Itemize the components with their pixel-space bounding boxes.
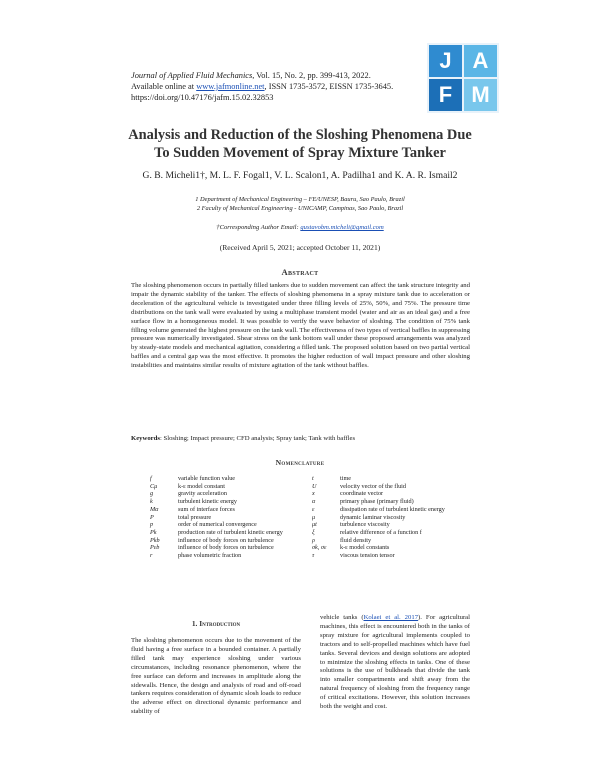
nomenclature-symbol: ρ xyxy=(312,536,315,544)
jafm-logo xyxy=(427,43,499,113)
logo-letter-a: A xyxy=(472,48,489,73)
nomenclature-definition: dynamic laminar viscosity xyxy=(340,513,406,521)
paper-title-line-1: Analysis and Reduction of the Sloshing Phenomena Due xyxy=(128,127,472,143)
nomenclature-symbol: ξ xyxy=(312,528,315,536)
nomenclature-entry xyxy=(312,490,492,498)
affiliation-2: 2 Faculty of Mechanical Engineering - UNICAMP, Campinas, Sao Paulo, Brazil xyxy=(196,205,404,212)
journal-name: Journal of Applied Fluid Mechanics xyxy=(131,71,253,80)
nomenclature-entry xyxy=(312,483,492,491)
nomenclature-heading: Nomenclature xyxy=(275,458,325,467)
nomenclature-symbol: Mα xyxy=(150,505,159,513)
introduction-heading: 1. Introduction xyxy=(191,619,241,628)
nomenclature-left-column xyxy=(150,475,300,560)
introduction-left-column: The sloshing phenomenon occurs due to the movement of the fluid having a free surface in a bounded container. A partially filled tank may experience sloshing under various circumstances, including resonance phenomenon, where the free surface can deform and increases in amplitude along the sidewalls. Hence, the design and analysis of road and off-road tankers requires consideration of dynamic slosh loads to reduce the adverse effect on directional dynamic performance and stability of xyxy=(131,637,301,716)
nomenclature-entry xyxy=(312,506,492,514)
nomenclature-entry xyxy=(150,521,300,529)
nomenclature-definition: relative difference of a function f xyxy=(340,528,422,536)
affiliations xyxy=(60,195,540,213)
nomenclature-definition: coordinate vector xyxy=(340,490,384,498)
nomenclature-definition: production rate of turbulent kinetic energy xyxy=(178,528,283,536)
nomenclature-symbol: U xyxy=(312,482,317,490)
nomenclature-symbol: P xyxy=(150,513,154,521)
nomenclature-definition: k-ε model constants xyxy=(340,544,390,552)
nomenclature-symbol: μ xyxy=(312,513,316,521)
nomenclature-symbol: g xyxy=(150,490,154,498)
nomenclature-entry xyxy=(150,498,300,506)
nomenclature-entry xyxy=(312,529,492,537)
logo-letter-f: F xyxy=(438,82,453,107)
nomenclature-symbol: x xyxy=(312,490,315,498)
nomenclature-entry xyxy=(150,490,300,498)
affiliation-1: 1 Department of Mechanical Engineering – FE/UNESP, Bauru, Sao Paulo, Brazil xyxy=(195,196,405,203)
author-list: G. B. Micheli1†, M. L. F. Fogal1, V. L. Scalon1, A. Padilha1 and K. A. R. Ismail2 xyxy=(142,170,458,181)
received-dates: (Received April 5, 2021; accepted October 11, 2021) xyxy=(219,243,381,252)
nomenclature-definition: fluid density xyxy=(340,536,372,544)
nomenclature-symbol: Pkb xyxy=(150,536,160,544)
nomenclature-entry xyxy=(312,475,492,483)
available-label: Available online at xyxy=(131,82,197,91)
nomenclature-entry xyxy=(312,537,492,545)
abstract-text: The sloshing phenomenon occurs in partially filled tankers due to sudden movement can affect the tank structure integrity and impair the dynamic stability of the tanker. The effects of sloshing phenomena in a spray mixture tank due to acceleration or deceleration of the agricultural vehicle is investigated under three filling levels of 25%, 50%, and 75%. The pressure time distributions on the tank wall were evaluated by using a multiphase transient model (water and air as an ideal gas) and a free surface flow in a homogeneous model. It was possible to verify the wave behavior of sloshing. The condition of 75% tank filling volume generated the highest pressure on the tank wall. The effectiveness of two types of vertical baffles in suppressing pressure was numerically investigated. Shear stress on the tank bottom wall under these proposed arrangements was analyzed by steady-state models and mechanical agitation, considering a filled tank. The proposed solution based on two partial vertical baffles and a central gap was the most effective. It promotes the higher reduction of wall impact pressure and other sloshing instabilities and maintains similar results of mixture agitation of the tank without baffles. xyxy=(131,282,470,370)
nomenclature-definition: variable function value xyxy=(178,475,236,482)
corresponding-email-link[interactable]: gustavobm.micheli@gmail.com xyxy=(300,224,384,231)
nomenclature-entry xyxy=(150,475,300,483)
nomenclature-entry xyxy=(150,483,300,491)
nomenclature-symbol: p xyxy=(150,521,154,529)
nomenclature-entry xyxy=(150,506,300,514)
nomenclature-entry xyxy=(312,552,492,560)
paper-title-line-2: To Sudden Movement of Spray Mixture Tanker xyxy=(154,145,446,161)
introduction-right-column xyxy=(320,614,470,712)
nomenclature-symbol: f xyxy=(150,475,152,482)
nomenclature-entry xyxy=(150,552,300,560)
abstract-heading: Abstract xyxy=(281,267,319,277)
nomenclature-symbol: t xyxy=(312,475,314,482)
intro-right-text: ). For agricultural machines, this effect is encountered both in the tanks of spray mixture for agricultural implements coupled to tractors and to self-propelled machines which have fuel tanks. Several devices and design solutions are adopted to minimize the sloshing effects in tanks. One of these solutions is the use of bulkheads that divide the tank into smaller compartments and shift away from the natural frequency of sloshing from the frequency range of critical excitations. However, this solution increases both the weight and cost. xyxy=(320,614,470,711)
nomenclature-entry xyxy=(312,521,492,529)
nomenclature-entry xyxy=(150,537,300,545)
nomenclature-definition: order of numerical convergence xyxy=(178,521,257,529)
journal-volume: , Vol. 15, No. 2, pp. 399-413, 2022. xyxy=(252,71,371,80)
keywords-text: : Sloshing; Impact pressure; CFD analysis; Spray tank; Tank with baffles xyxy=(159,435,356,442)
paper-title xyxy=(60,126,540,162)
keywords xyxy=(131,435,470,442)
nomenclature-definition: turbulent kinetic energy xyxy=(178,498,237,506)
citation-link-kolaei[interactable]: Kolaei et al. 2017 xyxy=(363,614,419,621)
nomenclature-definition: phase volumetric fraction xyxy=(178,552,242,560)
journal-issn: , ISSN 1735-3572, EISSN 1735-3645. xyxy=(264,82,394,91)
journal-doi: https://doi.org/10.47176/jafm.15.02.32853 xyxy=(131,93,274,102)
nomenclature-symbol: τ xyxy=(312,552,315,560)
nomenclature-entry xyxy=(312,514,492,522)
nomenclature-symbol: Cμ xyxy=(150,482,158,490)
nomenclature-symbol: α xyxy=(312,498,316,506)
nomenclature-symbol: Pεb xyxy=(150,544,160,552)
logo-letter-m: M xyxy=(471,82,490,107)
nomenclature-definition: time xyxy=(340,475,351,482)
nomenclature-definition: turbulence viscosity xyxy=(340,521,390,529)
nomenclature-entry xyxy=(150,529,300,537)
nomenclature-symbol: μt xyxy=(312,521,317,529)
nomenclature-definition: total pressure xyxy=(178,513,212,521)
nomenclature-symbol: k xyxy=(150,498,153,506)
nomenclature-definition: influence of body forces on turbulence xyxy=(178,536,274,544)
nomenclature-definition: sum of interface forces xyxy=(178,505,235,513)
keywords-label: Keywords xyxy=(131,435,160,442)
nomenclature-definition: k-ε model constant xyxy=(178,482,225,490)
nomenclature-entry xyxy=(312,498,492,506)
nomenclature-definition: gravity acceleration xyxy=(178,490,227,498)
nomenclature-entry xyxy=(312,544,492,552)
nomenclature-entry xyxy=(150,514,300,522)
nomenclature-symbol: ε xyxy=(312,505,315,513)
nomenclature-definition: primary phase (primary fluid) xyxy=(340,498,414,506)
nomenclature-right-column xyxy=(312,475,492,560)
nomenclature-definition: dissipation rate of turbulent kinetic energy xyxy=(340,505,445,513)
journal-website-link[interactable]: www.jafmonline.net xyxy=(196,82,265,91)
corresponding-label: †Corresponding Author Email: xyxy=(216,224,301,231)
nomenclature-symbol: σk, σε xyxy=(312,544,327,552)
corresponding-author xyxy=(60,224,540,231)
nomenclature-symbol: Pk xyxy=(150,528,157,536)
nomenclature-symbol: r xyxy=(150,552,153,560)
nomenclature-entry xyxy=(150,544,300,552)
intro-right-prefix: vehicle tanks ( xyxy=(320,614,364,621)
logo-letter-j: J xyxy=(439,48,452,73)
journal-availability xyxy=(131,81,431,92)
journal-header xyxy=(131,70,431,103)
nomenclature-definition: influence of body forces on turbulence xyxy=(178,544,274,552)
nomenclature-definition: velocity vector of the fluid xyxy=(340,482,406,490)
journal-citation xyxy=(131,70,431,81)
nomenclature-definition: viscous tension tensor xyxy=(340,552,395,560)
